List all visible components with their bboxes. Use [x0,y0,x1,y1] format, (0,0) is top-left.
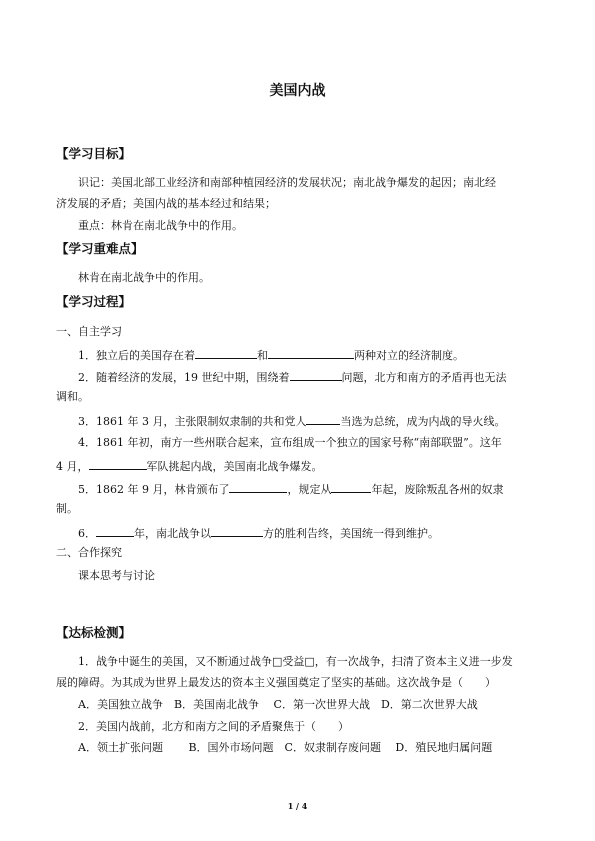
question-6-text-b: 年，南北战争以 [134,527,211,540]
heading-process: 【学习过程】 [56,294,132,309]
test-question-1-options: A．美国独立战争 B．美国南北战争 C．第一次世界大战 D．第二次世界大战 [78,698,478,711]
question-3 [78,413,505,429]
answer-blank [306,413,340,425]
question-4-text-c: 军队挑起内战，美国南北战争爆发。 [146,460,323,473]
question-2-text-b: 问题，北方和南方的矛盾再也无法 [341,371,507,384]
question-2-continued: 调和。 [56,390,89,403]
answer-blank [229,481,287,493]
answer-blank [331,481,371,493]
question-5-continued: 制。 [56,502,78,515]
heading-key-points: 【学习重难点】 [56,241,144,256]
page-number: 1 / 4 [287,801,308,811]
question-1 [78,347,464,363]
question-1-text-a: 1．独立后的美国存在着 [78,349,195,362]
test-question-1: 1．战争中诞生的美国，又不断通过战争□受益□，有一次战争，扫清了资本主义进一步发 [78,655,513,668]
question-6-text-a: 6． [78,527,96,540]
question-1-text-c: 两种对立的经济制度。 [354,349,464,362]
subheading-cooperative-inquiry: 二、合作探究 [56,546,122,559]
question-5-text-a: 5．1862 年 9 月，林肯颁布了 [78,483,230,496]
page-title: 美国内战 [269,83,326,99]
question-4-continued [56,458,323,474]
test-question-2-options: A．领土扩张问题 B．国外市场问题 C．奴隶制存废问题 D．殖民地归属问题 [78,741,493,754]
test-question-1-continued: 展的障碍。为其成为世界上最发达的资本主义强国奠定了坚实的基础。这次战争是（ ） [56,676,496,689]
goals-text-2: 济发展的矛盾；美国内战的基本经过和结果； [56,197,276,210]
question-3-text-a: 3．1861 年 3 月，主张限制奴隶制的共和党人 [78,415,307,428]
question-2 [78,369,507,385]
question-5 [78,481,503,497]
goals-key-point: 重点：林肯在南北战争中的作用。 [78,219,243,232]
question-5-text-c: 年起，废除叛乱各州的奴隶 [371,483,504,496]
answer-blank [96,525,134,537]
answer-blank [89,458,147,470]
question-5-text-b: ，规定从 [287,483,332,496]
answer-blank [290,369,342,381]
question-6 [78,525,439,541]
test-question-2: 2．美国内战前，北方和南方之间的矛盾聚焦于（ ） [78,720,349,733]
answer-blank [195,347,257,359]
question-4-text-b: 4 月， [56,460,89,473]
question-6-text-c: 方的胜利告终，美国统一得到维护。 [263,527,439,540]
question-2-text-a: 2．随着经济的发展，19 世纪中期，围绕着 [78,371,290,384]
question-1-text-b: 和 [257,349,268,362]
heading-goals: 【学习目标】 [56,146,132,161]
key-points-text: 林肯在南北战争中的作用。 [78,271,210,284]
answer-blank [268,347,354,359]
question-3-text-b: 当选为总统，成为内战的导火线。 [340,415,506,428]
subheading-self-study: 一、自主学习 [56,325,122,338]
answer-blank [211,525,263,537]
cooperative-inquiry-text: 课本思考与讨论 [78,569,155,582]
goals-text-1: 识记：美国北部工业经济和南部种植园经济的发展状况；南北战争爆发的起因；南北经 [78,176,496,189]
heading-test: 【达标检测】 [56,625,132,640]
question-4: 4．1861 年初，南方一些州联合起来，宣布组成一个独立的国家号称“南部联盟”。这年 [78,436,502,449]
